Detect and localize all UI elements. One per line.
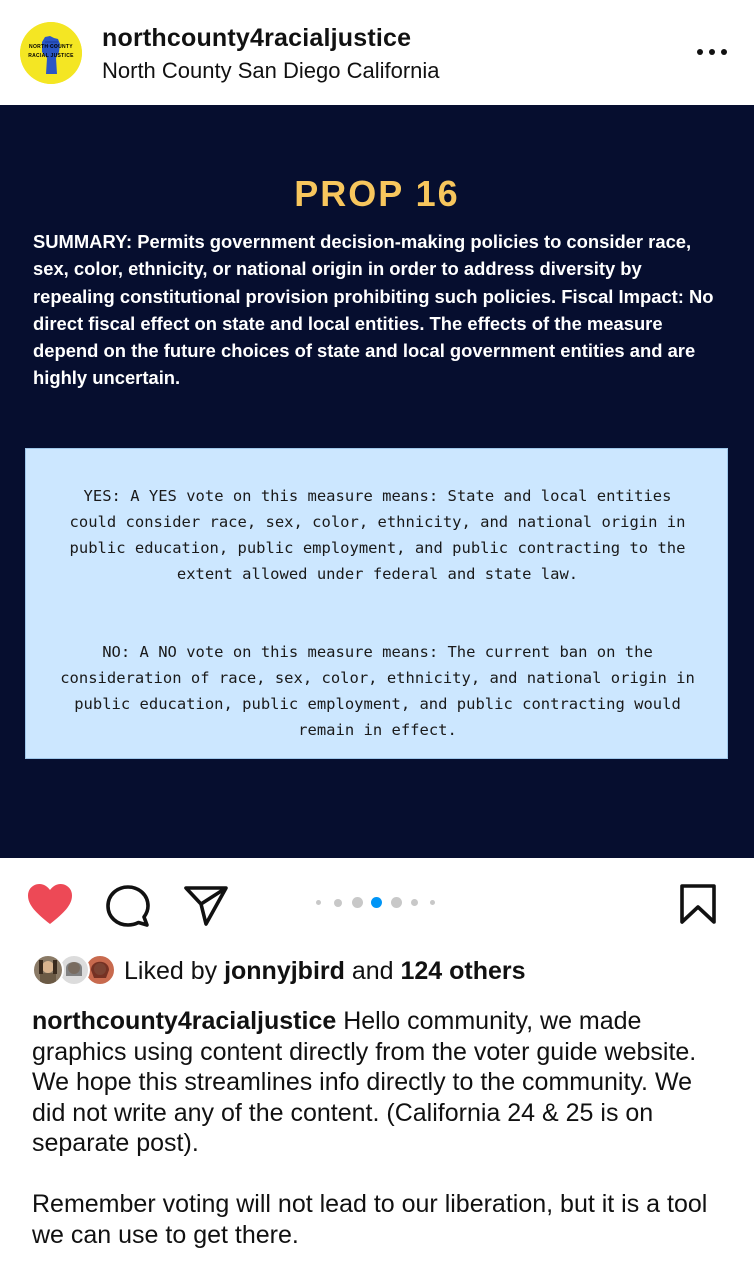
prop-title: PROP 16: [294, 173, 460, 214]
carousel-dot: [391, 897, 402, 908]
avatar-text-bottom: RACIAL JUSTICE: [28, 53, 74, 59]
comment-icon[interactable]: [106, 884, 150, 928]
carousel-dot: [411, 899, 418, 906]
caption-text: Hello community, we made graphics using content directly from the voter guide website. We hope this streamlines info directly to the community. We did not write any of the content. (California 24 & 25 is on separate post).: [32, 1007, 697, 1158]
post-header: [0, 0, 754, 105]
avatar-text-left: NORTH COUNTY: [29, 44, 73, 50]
header-username[interactable]: northcounty4racialjustice: [102, 24, 412, 52]
header-location[interactable]: North County San Diego California: [102, 58, 440, 83]
carousel-dot: [430, 900, 435, 905]
carousel-dot-active: [371, 897, 382, 908]
prop-summary: SUMMARY: Permits government decision-making policies to consider race, sex, color, ethnicity, or national origin in order to address diversity by repealing constitutional provision prohibiting such policies. Fiscal Impact: No direct fiscal effect on state and local entities. The effects of the measure depend on the future choices of state and local government entities and are highly uncertain.: [33, 231, 714, 389]
more-icon[interactable]: [692, 40, 732, 64]
likes-prefix: Liked by: [124, 957, 225, 985]
carousel-dot: [316, 900, 321, 905]
yes-vote-text: YES: A YES vote on this measure means: State and local entities could consider race, sex, color, ethnicity, and national origin in public education, public employment, and public contracting to the extent allowed under federal and state law.: [69, 487, 686, 583]
share-icon[interactable]: [184, 884, 228, 928]
liked-by-user-link[interactable]: jonnyjbird: [224, 957, 345, 985]
action-bar: [0, 858, 754, 948]
carousel-dot: [352, 897, 363, 908]
caption-paragraph-1: [32, 1006, 732, 1159]
post-caption: [32, 1006, 732, 1250]
likes-text: [124, 957, 526, 986]
likes-middle: and: [344, 957, 401, 985]
carousel-dot: [334, 899, 342, 907]
profile-avatar[interactable]: [20, 22, 82, 84]
post-image[interactable]: [0, 105, 754, 858]
caption-paragraph-2: Remember voting will not lead to our liberation, but it is a tool we can use to get there.: [32, 1189, 708, 1249]
carousel-indicator: [314, 896, 440, 910]
caption-username[interactable]: northcounty4racialjustice: [32, 1007, 337, 1035]
vote-explanation-box: [25, 448, 728, 759]
bookmark-icon[interactable]: [680, 884, 716, 924]
likes-count-link[interactable]: 124 others: [400, 957, 526, 985]
liker-avatar[interactable]: [32, 954, 64, 986]
no-vote-text: NO: A NO vote on this measure means: The current ban on the consideration of race, sex, color, ethnicity, and national origin in public education, public employment, and public contracting would remain in effect.: [60, 643, 695, 739]
likes-row[interactable]: [0, 952, 754, 992]
heart-icon[interactable]: [26, 882, 74, 926]
